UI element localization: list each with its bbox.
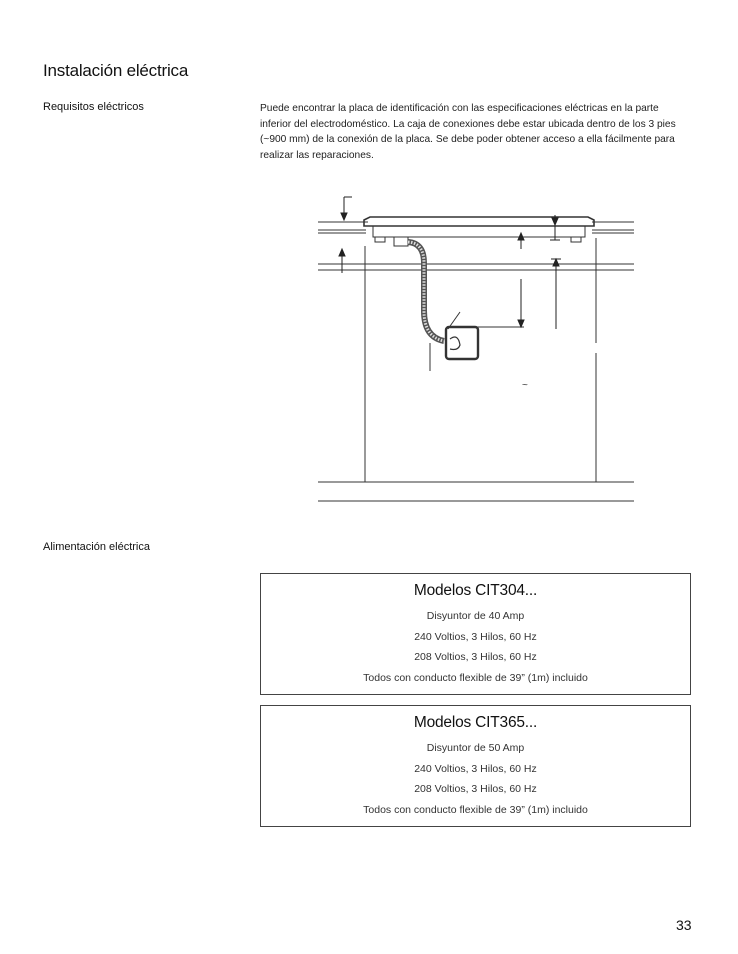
spec-line: 240 Voltios, 3 Hilos, 60 Hz [414, 630, 537, 643]
spec-box-title: Modelos CIT304... [413, 582, 538, 599]
electrical-requirements-paragraph: Puede encontrar la placa de identificación con las especificaciones eléctricas en la parte inferior del electrodoméstico. La caja de conexiones debe estar ubicada dentro de los 3 pies (~900 mm) de la conexión de la placa. Se debe poder obtener acceso a ella fácilmente para realizar las reparaciones. [260, 103, 676, 161]
spec-box-cit304 [260, 573, 691, 695]
page-number: 33 [676, 917, 692, 933]
spec-line: Disyuntor de 50 Amp [426, 742, 525, 754]
spec-line: 208 Voltios, 3 Hilos, 60 Hz [414, 651, 537, 663]
diagram-tilde: ~ [522, 380, 528, 391]
page-title: Instalación eléctrica [43, 61, 189, 80]
installation-diagram [318, 193, 638, 505]
spec-box-title: Modelos CIT365... [413, 714, 538, 731]
spec-line: Disyuntor de 40 Amp [426, 610, 525, 622]
spec-line: 240 Voltios, 3 Hilos, 60 Hz [414, 762, 537, 775]
spec-line: Todos con conducto flexible de 39” (1m) incluido [363, 803, 588, 816]
power-supply-label: Alimentación eléctrica [43, 541, 150, 553]
electrical-requirements-label: Requisitos eléctricos [43, 101, 144, 113]
spec-line: Todos con conducto flexible de 39” (1m) incluido [363, 671, 588, 684]
spec-line: 208 Voltios, 3 Hilos, 60 Hz [414, 783, 537, 795]
spec-box-cit365 [260, 705, 691, 827]
